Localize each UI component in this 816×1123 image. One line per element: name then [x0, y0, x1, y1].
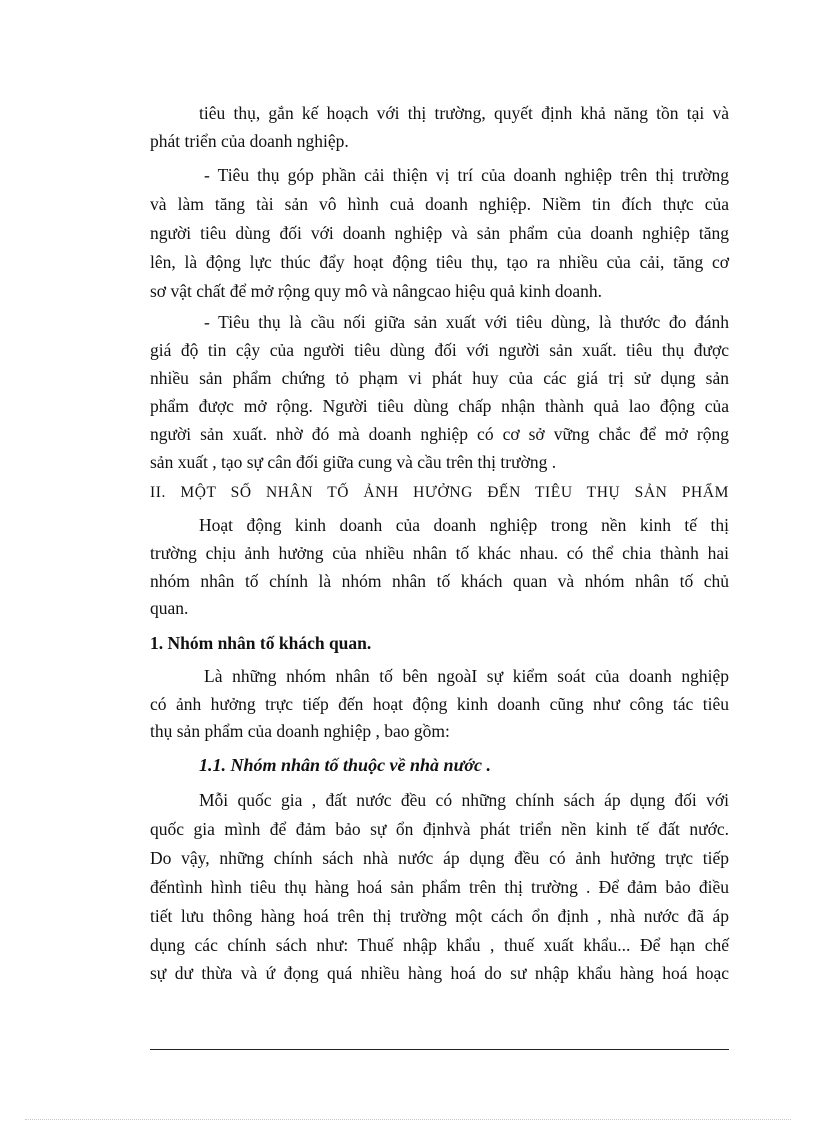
text-line: tiêu thụ, gắn kế hoạch với thị trường, quyết định khả năng tồn tại và: [199, 103, 729, 123]
text-line: người sản xuất. nhờ đó mà doanh nghiệp có cơ sở vững chắc để mở rộng: [150, 424, 729, 444]
text-line: sự dư thừa và ứ đọng quá nhiều hàng hoá do sư nhập khẩu hàng hoá hoạc: [150, 963, 729, 983]
footer-rule: [150, 1049, 729, 1050]
text-line: tiết lưu thông hàng hoá trên thị trường một cách ổn định , nhà nước đã áp: [150, 906, 729, 926]
text-line: nhiều sản phẩm chứng tỏ phạm vi phát huy của các giá trị sử dụng sản: [150, 368, 729, 388]
text-line: phát triển của doanh nghiệp.: [150, 131, 349, 151]
text-line: quan.: [150, 598, 189, 618]
text-line: dụng các chính sách như: Thuế nhập khẩu , thuế xuất khẩu... Để hạn chế: [150, 935, 729, 955]
text-line: thụ sản phẩm của doanh nghiệp , bao gồm:: [150, 721, 450, 741]
text-line: có ảnh hưởng trực tiếp đến hoạt động kinh doanh cũng như công tác tiêu: [150, 694, 729, 714]
text-line: nhóm nhân tố chính là nhóm nhân tố khách quan và nhóm nhân tố chủ: [150, 571, 729, 591]
sub-subsection-heading: 1.1. Nhóm nhân tố thuộc về nhà nước .: [199, 755, 491, 775]
text-line: - Tiêu thụ là cầu nối giữa sản xuất với tiêu dùng, là thước đo đánh: [204, 312, 729, 332]
text-line: Hoạt động kinh doanh của doanh nghiệp trong nền kinh tế thị: [199, 515, 729, 535]
text-line: người tiêu dùng đối với doanh nghiệp và sản phẩm của doanh nghiệp tăng: [150, 223, 729, 243]
text-line: - Tiêu thụ góp phần cải thiện vị trí của doanh nghiệp trên thị trường: [204, 165, 729, 185]
page-edge-dots: [25, 1119, 791, 1120]
text-line: giá độ tin cậy của người tiêu dùng đối với người sản xuất. tiêu thụ được: [150, 340, 729, 360]
text-line: trường chịu ảnh hưởng của nhiều nhân tố khác nhau. có thể chia thành hai: [150, 543, 729, 563]
subsection-heading: 1. Nhóm nhân tố khách quan.: [150, 633, 372, 653]
text-line: và làm tăng tài sản vô hình cuả doanh nghiệp. Niềm tin đích thực của: [150, 194, 729, 214]
text-line: sản xuất , tạo sự cân đối giữa cung và cầu trên thị trường .: [150, 452, 557, 472]
text-line: Do vậy, những chính sách nhà nước áp dụng đều có ảnh hưởng trực tiếp: [150, 848, 729, 868]
text-line: sơ vật chất để mở rộng quy mô và nângcao hiệu quả kinh doanh.: [150, 281, 603, 301]
text-line: quốc gia mình để đảm bảo sự ổn địnhvà phát triển nền kinh tế đất nước.: [150, 819, 729, 839]
text-line: đếntình hình tiêu thụ hàng hoá sản phẩm trên thị trường . Để đảm bảo điều: [150, 877, 729, 897]
text-line: phẩm được mở rộng. Người tiêu dùng chấp nhận thành quả lao động của: [150, 396, 729, 416]
section-heading: II. MỘT SỐ NHÂN TỐ ẢNH HƯỞNG ĐẾN TIÊU THỤ SẢN PHẨM: [150, 484, 729, 501]
text-line: lên, là động lực thúc đẩy hoạt động tiêu thụ, tạo ra nhiều của cải, tăng cơ: [150, 252, 729, 272]
text-line: Mỗi quốc gia , đất nước đều có những chính sách áp dụng đối với: [199, 790, 729, 810]
text-line: Là những nhóm nhân tố bên ngoàI sự kiểm soát của doanh nghiệp: [204, 666, 729, 686]
